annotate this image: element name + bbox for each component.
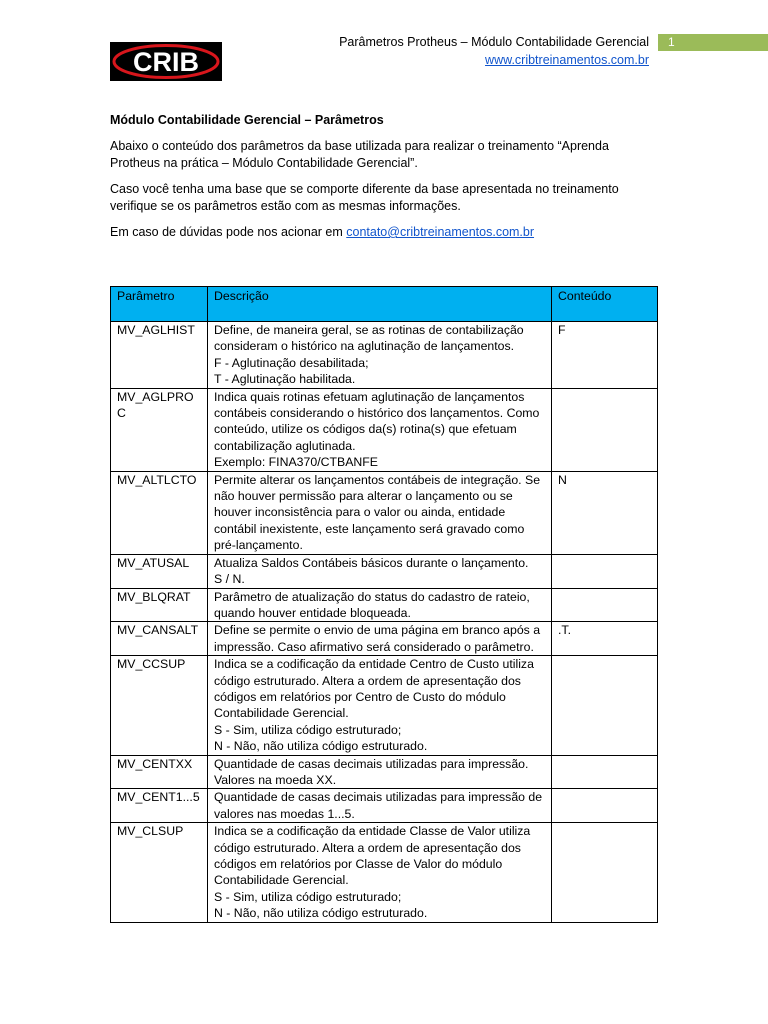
table-row: [111, 755, 658, 789]
parameter-name-cell: MV_CENTXX: [111, 755, 208, 789]
description-line: F - Aglutinação desabilitada;: [214, 355, 369, 370]
description-line: Quantidade de casas decimais utilizadas para impressão. Valores na moeda XX.: [214, 756, 529, 787]
intro-paragraph-1: Abaixo o conteúdo dos parâmetros da base utilizada para realizar o treinamento “Aprenda Protheus na prática – Módulo Contabilidade Gerencial”.: [110, 139, 609, 170]
table-row: [111, 388, 658, 471]
description-cell: [208, 789, 552, 823]
page-heading: Módulo Contabilidade Gerencial – Parâmetros: [110, 113, 384, 127]
description-line: Indica se a codificação da entidade Centro de Custo utiliza código estruturado. Altera a ordem de apresentação dos códigos em relatórios por Centro de Custo do módulo Contabilidade Gerencial.: [214, 657, 534, 721]
table-row: [111, 622, 658, 656]
header-url-link[interactable]: www.cribtreinamentos.com.br: [485, 53, 649, 67]
intro-section: [110, 112, 650, 241]
description-line: Exemplo: FINA370/CTBANFE: [214, 455, 379, 470]
content-value-cell: [552, 656, 658, 755]
table-row: [111, 656, 658, 755]
description-cell: [208, 656, 552, 755]
page-number: 1: [658, 34, 768, 51]
description-cell: [208, 622, 552, 656]
description-line: Atualiza Saldos Contábeis básicos durante o lançamento.: [214, 555, 529, 570]
description-line: N - Não, não utiliza código estruturado.: [214, 739, 428, 754]
parameter-name-cell: MV_CENT1...5: [111, 789, 208, 823]
table-row: [111, 823, 658, 922]
contact-email-link[interactable]: contato@cribtreinamentos.com.br: [346, 225, 535, 239]
description-line: N - Não, não utiliza código estruturado.: [214, 906, 428, 921]
contact-text: Em caso de dúvidas pode nos acionar em: [110, 225, 347, 239]
description-cell: [208, 554, 552, 588]
crib-logo: [110, 42, 222, 81]
description-line: Define, de maneira geral, se as rotinas de contabilização consideram o histórico na aglutinação de lançamentos.: [214, 323, 524, 354]
description-line: Indica se a codificação da entidade Classe de Valor utiliza código estruturado. Altera a ordem de apresentação dos códigos em relatórios por Classe de Valor do módulo Contabilidade Gerencial.: [214, 824, 531, 888]
table-row: [111, 554, 658, 588]
parameters-table: [110, 286, 658, 923]
content-value-cell: [552, 823, 658, 922]
content-value-cell: N: [552, 471, 658, 554]
content-value-cell: .T.: [552, 622, 658, 656]
parameter-name-cell: MV_CCSUP: [111, 656, 208, 755]
column-header-descricao: Descrição: [208, 287, 552, 322]
description-line: S - Sim, utiliza código estruturado;: [214, 889, 402, 904]
description-cell: [208, 322, 552, 389]
description-line: S / N.: [214, 572, 245, 587]
parameter-name-cell: MV_ATUSAL: [111, 554, 208, 588]
content-value-cell: [552, 388, 658, 471]
content-value-cell: [552, 588, 658, 622]
intro-paragraph-3: [110, 224, 650, 241]
table-row: [111, 471, 658, 554]
parameter-name-cell: MV_CANSALT: [111, 622, 208, 656]
content-value-cell: [552, 755, 658, 789]
crib-logo-mark: [110, 42, 222, 81]
description-line: Parâmetro de atualização do status do cadastro de rateio, quando houver entidade bloqueada.: [214, 589, 530, 620]
intro-paragraph-2: Caso você tenha uma base que se comporte diferente da base apresentada no treinamento verifique se os parâmetros estão com as mesmas informações.: [110, 182, 619, 213]
description-line: Permite alterar os lançamentos contábeis de integração. Se não houver permissão para alterar o lançamento ou se houver inconsistência para o valor ou ainda, entidade contábil inexistente, este lançamento será gravado como pré-lançamento.: [214, 472, 541, 553]
header-title: Parâmetros Protheus – Módulo Contabilidade Gerencial: [339, 35, 649, 49]
column-header-parametro: Parâmetro: [111, 287, 208, 322]
parameter-name-cell: MV_BLQRAT: [111, 588, 208, 622]
table-row: [111, 322, 658, 389]
table-row: [111, 789, 658, 823]
description-line: S - Sim, utiliza código estruturado;: [214, 722, 402, 737]
logo-text: CRIB: [133, 47, 199, 77]
description-line: T - Aglutinação habilitada.: [214, 372, 356, 387]
description-cell: [208, 471, 552, 554]
parameter-name-cell: MV_CLSUP: [111, 823, 208, 922]
content-value-cell: [552, 554, 658, 588]
description-line: Indica quais rotinas efetuam aglutinação de lançamentos contábeis considerando o histórico dos lançamentos. Como conteúdo, utilize os códigos da(s) rotina(s) que efetuam contabilização aglutinada.: [214, 389, 540, 453]
description-cell: [208, 588, 552, 622]
parameter-name-cell: MV_AGLPROC: [111, 388, 208, 471]
parameter-name-cell: MV_ALTLCTO: [111, 471, 208, 554]
description-line: Define se permite o envio de uma página em branco após a impressão. Caso afirmativo será considerado o parâmetro.: [214, 623, 541, 654]
description-cell: [208, 755, 552, 789]
table-body: [111, 322, 658, 923]
description-cell: [208, 823, 552, 922]
content-value-cell: [552, 789, 658, 823]
description-line: Quantidade de casas decimais utilizadas para impressão de valores nas moedas 1...5.: [214, 790, 543, 821]
column-header-conteudo: Conteúdo: [552, 287, 658, 322]
table-row: [111, 588, 658, 622]
description-cell: [208, 388, 552, 471]
content-value-cell: F: [552, 322, 658, 389]
table-header-row: [111, 287, 658, 322]
parameter-name-cell: MV_AGLHIST: [111, 322, 208, 389]
